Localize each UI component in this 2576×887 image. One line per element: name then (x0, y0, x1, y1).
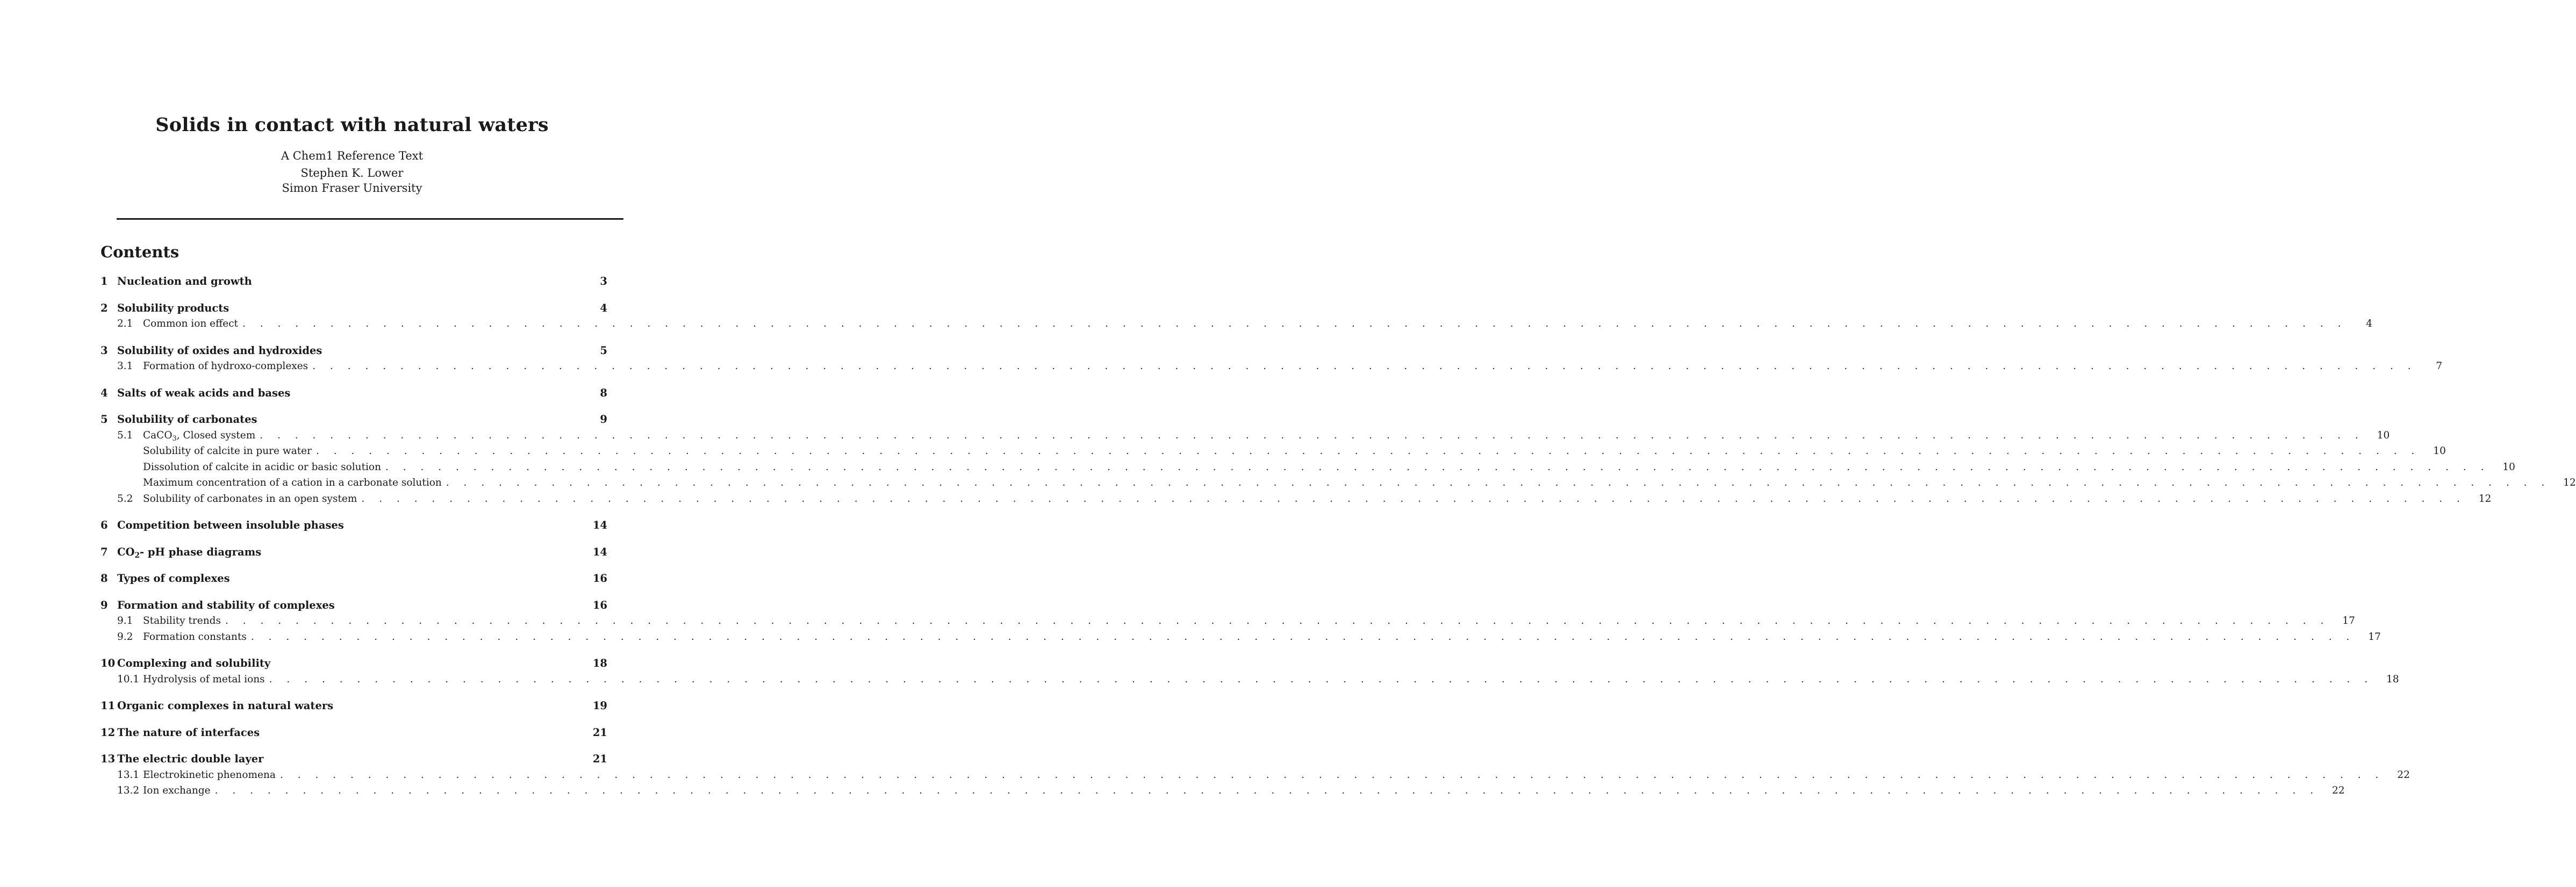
toc-entry-number: 5.2 (117, 493, 133, 504)
toc-entry-title: Salts of weak acids and bases (117, 386, 291, 399)
toc-entry-number: 5 (101, 413, 108, 426)
toc-entry-number: 13 (101, 753, 116, 765)
toc-subsection-entry[interactable] (101, 767, 2410, 783)
toc-entry-number: 12 (101, 726, 116, 739)
toc-entry-title: Maximum concentration of a cation in a carbonate solution (143, 477, 442, 488)
toc-page-number: 10 (2502, 461, 2515, 473)
toc-section-entry[interactable] (101, 571, 607, 587)
toc-section-entry[interactable] (101, 412, 607, 428)
toc-page-number: 17 (2342, 615, 2355, 626)
toc-entry-title: Common ion effect (143, 318, 238, 329)
toc-entry-number: 9.1 (117, 615, 133, 626)
toc-title-part: CO (117, 545, 135, 558)
toc-entry-title: Formation constants (143, 631, 247, 643)
toc-page-number: 7 (2436, 360, 2443, 372)
toc-subsection-entry[interactable] (101, 475, 2576, 491)
toc-page-number: 19 (592, 699, 607, 712)
toc-dot-leader: . . . . . . . . . . . . . . . . . . . . . . . . . . . . . . . . . . . . . . . . . . . . . . . . . . . . . . . . . . . . . . . . . . . . . . . . . . . . . . . . . . . . . . . . . . . . . . . . . . . . . . . . . . . . . . . . . . . . . . . . (225, 615, 2329, 626)
toc-page-number: 16 (592, 572, 607, 585)
toc-page-number: 4 (2366, 318, 2372, 329)
toc-page-number: 21 (592, 753, 607, 765)
toc-entry-number: 2.1 (117, 318, 133, 329)
toc-dot-leader: . . . . . . . . . . . . . . . . . . . . . . . . . . . . . . . . . . . . . . . . . . . . . . . . . . . . . . . . . . . . . . . . . . . . . . . . . . . . . . . . . . . . . . . . . . . . . . . . . . . . . . . . . . . . . . . . . . . . . . . . (446, 477, 2550, 488)
toc-section-entry[interactable] (101, 597, 607, 614)
toc-section-entry[interactable] (101, 385, 607, 401)
toc-entry-title (117, 544, 261, 560)
toc-subsection-entry[interactable] (101, 428, 2390, 444)
toc-dot-leader: . . . . . . . . . . . . . . . . . . . . . . . . . . . . . . . . . . . . . . . . . . . . . . . . . . . . . . . . . . . . . . . . . . . . . . . . . . . . . . . . . . . . . . . . . . . . . . . . . . . . . . . . . . . . . . . . . . . . . . . . (279, 769, 2384, 781)
toc-entry-number: 13.2 (117, 785, 140, 796)
toc-page-number: 3 (600, 275, 607, 287)
contents-heading: Contents (101, 243, 180, 261)
toc-page-number: 18 (2386, 673, 2399, 685)
toc-entry-title: Nucleation and growth (117, 275, 252, 287)
toc-section-entry[interactable] (101, 655, 607, 672)
toc-section-entry[interactable] (101, 300, 607, 316)
document-author: Stephen K. Lower (300, 167, 404, 179)
toc-entry-number: 10 (101, 657, 116, 669)
toc-subsection-entry[interactable] (101, 443, 2446, 459)
toc-entry-number: 10.1 (117, 673, 140, 685)
title-rule (117, 218, 623, 220)
toc-section-entry[interactable] (101, 273, 607, 290)
toc-title-subscript: 2 (134, 551, 140, 560)
toc-page-number: 18 (592, 657, 607, 669)
toc-entry-title: Solubility of oxides and hydroxides (117, 344, 322, 357)
toc-page-number: 10 (2433, 445, 2446, 457)
toc-entry-number: 9.2 (117, 631, 133, 643)
toc-page-number: 22 (2397, 769, 2410, 781)
toc-entry-title: Dissolution of calcite in acidic or basic solution (143, 461, 381, 473)
toc-page-number: 12 (2563, 477, 2576, 488)
toc-entry-title: Hydrolysis of metal ions (143, 673, 265, 685)
toc-entry-title: Competition between insoluble phases (117, 519, 344, 531)
toc-subsection-entry[interactable] (101, 459, 2515, 475)
toc-entry-title: Organic complexes in natural waters (117, 699, 334, 712)
table-of-contents (101, 273, 2576, 799)
toc-entry-title: Types of complexes (117, 572, 230, 585)
toc-dot-leader: . . . . . . . . . . . . . . . . . . . . . . . . . . . . . . . . . . . . . . . . . . . . . . . . . . . . . . . . . . . . . . . . . . . . . . . . . . . . . . . . . . . . . . . . . . . . . . . . . . . . . . . . . . . . . . . . . . . . . . . . (315, 445, 2420, 457)
toc-dot-leader: . . . . . . . . . . . . . . . . . . . . . . . . . . . . . . . . . . . . . . . . . . . . . . . . . . . . . . . . . . . . . . . . . . . . . . . . . . . . . . . . . . . . . . . . . . . . . . . . . . . . . . . . . . . . . . . . . . . . . . . . (242, 318, 2347, 329)
toc-entry-number: 3 (101, 344, 108, 357)
toc-dot-leader: . . . . . . . . . . . . . . . . . . . . . . . . . . . . . . . . . . . . . . . . . . . . . . . . . . . . . . . . . . . . . . . . . . . . . . . . . . . . . . . . . . . . . . . . . . . . . . . . . . . . . . . . . . . . . . . . . . . . . . . . (312, 360, 2417, 372)
toc-subsection-entry[interactable] (101, 613, 2355, 629)
toc-dot-leader: . . . . . . . . . . . . . . . . . . . . . . . . . . . . . . . . . . . . . . . . . . . . . . . . . . . . . . . . . . . . . . . . . . . . . . . . . . . . . . . . . . . . . . . . . . . . . . . . . . . . . . . . . . . . . . . . . . . . . . . . (361, 493, 2466, 504)
toc-page-number: 12 (2478, 493, 2492, 504)
toc-entry-number: 9 (101, 598, 108, 611)
toc-title-part: - pH phase diagrams (140, 545, 262, 558)
toc-entry-title: The nature of interfaces (117, 726, 260, 739)
toc-entry-number: 5.1 (117, 429, 133, 441)
toc-page-number: 5 (600, 344, 607, 357)
toc-page-number: 14 (592, 545, 607, 558)
toc-entry-title: Formation of hydroxo-complexes (143, 360, 308, 372)
toc-page-number: 21 (592, 726, 607, 739)
toc-subsection-entry[interactable] (101, 629, 2381, 645)
toc-entry-number: 1 (101, 275, 108, 287)
toc-section-entry[interactable] (101, 517, 607, 533)
toc-entry-title: Formation and stability of complexes (117, 598, 335, 611)
toc-title-subscript: 3 (172, 434, 177, 443)
toc-entry-number: 8 (101, 572, 108, 585)
toc-section-entry[interactable] (101, 544, 607, 560)
toc-subsection-entry[interactable] (101, 491, 2492, 507)
toc-entry-number: 4 (101, 386, 108, 399)
toc-entry-title: Stability trends (143, 615, 221, 626)
toc-section-entry[interactable] (101, 725, 607, 741)
toc-entry-number: 6 (101, 519, 108, 531)
toc-dot-leader: . . . . . . . . . . . . . . . . . . . . . . . . . . . . . . . . . . . . . . . . . . . . . . . . . . . . . . . . . . . . . . . . . . . . . . . . . . . . . . . . . . . . . . . . . . . . . . . . . . . . . . . . . . . . . . . . . . . . . . . . (214, 785, 2319, 796)
document-subtitle: A Chem1 Reference Text (281, 149, 424, 162)
document-title: Solids in contact with natural waters (155, 114, 549, 136)
toc-entry-title: Solubility products (117, 301, 229, 314)
toc-entry-title: Solubility of carbonates in an open system (143, 493, 357, 504)
toc-entry-title: Ion exchange (143, 785, 211, 796)
toc-subsection-entry[interactable] (101, 783, 2345, 799)
toc-page-number: 16 (592, 598, 607, 611)
document-affiliation: Simon Fraser University (282, 182, 422, 194)
toc-entry-title: The electric double layer (117, 753, 264, 765)
toc-section-entry[interactable] (101, 343, 607, 359)
toc-page-number: 22 (2332, 785, 2345, 796)
toc-page-number: 9 (600, 413, 607, 426)
toc-entry-number: 3.1 (117, 360, 133, 372)
toc-subsection-entry[interactable] (101, 358, 2443, 374)
toc-subsection-entry[interactable] (101, 672, 2399, 688)
toc-page-number: 4 (600, 301, 607, 314)
toc-entry-title: Solubility of carbonates (117, 413, 257, 426)
toc-dot-leader: . . . . . . . . . . . . . . . . . . . . . . . . . . . . . . . . . . . . . . . . . . . . . . . . . . . . . . . . . . . . . . . . . . . . . . . . . . . . . . . . . . . . . . . . . . . . . . . . . . . . . . . . . . . . . . . . . . . . . . . . (260, 429, 2364, 441)
toc-entry-number: 2 (101, 301, 108, 314)
toc-entry-number: 7 (101, 545, 108, 558)
toc-dot-leader: . . . . . . . . . . . . . . . . . . . . . . . . . . . . . . . . . . . . . . . . . . . . . . . . . . . . . . . . . . . . . . . . . . . . . . . . . . . . . . . . . . . . . . . . . . . . . . . . . . . . . . . . . . . . . . . . . . . . . . . . (250, 631, 2355, 643)
toc-entry-title: Electrokinetic phenomena (143, 769, 276, 781)
toc-page-number: 10 (2377, 429, 2390, 441)
toc-entry-title: Complexing and solubility (117, 657, 271, 669)
toc-entry-title: Solubility of calcite in pure water (143, 445, 312, 457)
toc-section-entry[interactable] (101, 751, 607, 767)
toc-page-number: 14 (592, 519, 607, 531)
toc-dot-leader: . . . . . . . . . . . . . . . . . . . . . . . . . . . . . . . . . . . . . . . . . . . . . . . . . . . . . . . . . . . . . . . . . . . . . . . . . . . . . . . . . . . . . . . . . . . . . . . . . . . . . . . . . . . . . . . . . . . . . . . . (269, 673, 2373, 685)
toc-page-number: 17 (2368, 631, 2381, 643)
toc-entry-number: 13.1 (117, 769, 140, 781)
toc-section-entry[interactable] (101, 698, 607, 714)
toc-title-part: , Closed system (176, 429, 256, 441)
toc-subsection-entry[interactable] (101, 316, 2372, 332)
toc-entry-number: 11 (101, 699, 116, 712)
toc-dot-leader: . . . . . . . . . . . . . . . . . . . . . . . . . . . . . . . . . . . . . . . . . . . . . . . . . . . . . . . . . . . . . . . . . . . . . . . . . . . . . . . . . . . . . . . . . . . . . . . . . . . . . . . . . . . . . . . . . . . . . . . . (385, 461, 2489, 473)
toc-page-number: 8 (600, 386, 607, 399)
toc-title-part: CaCO (143, 429, 173, 441)
toc-entry-title (143, 428, 255, 444)
